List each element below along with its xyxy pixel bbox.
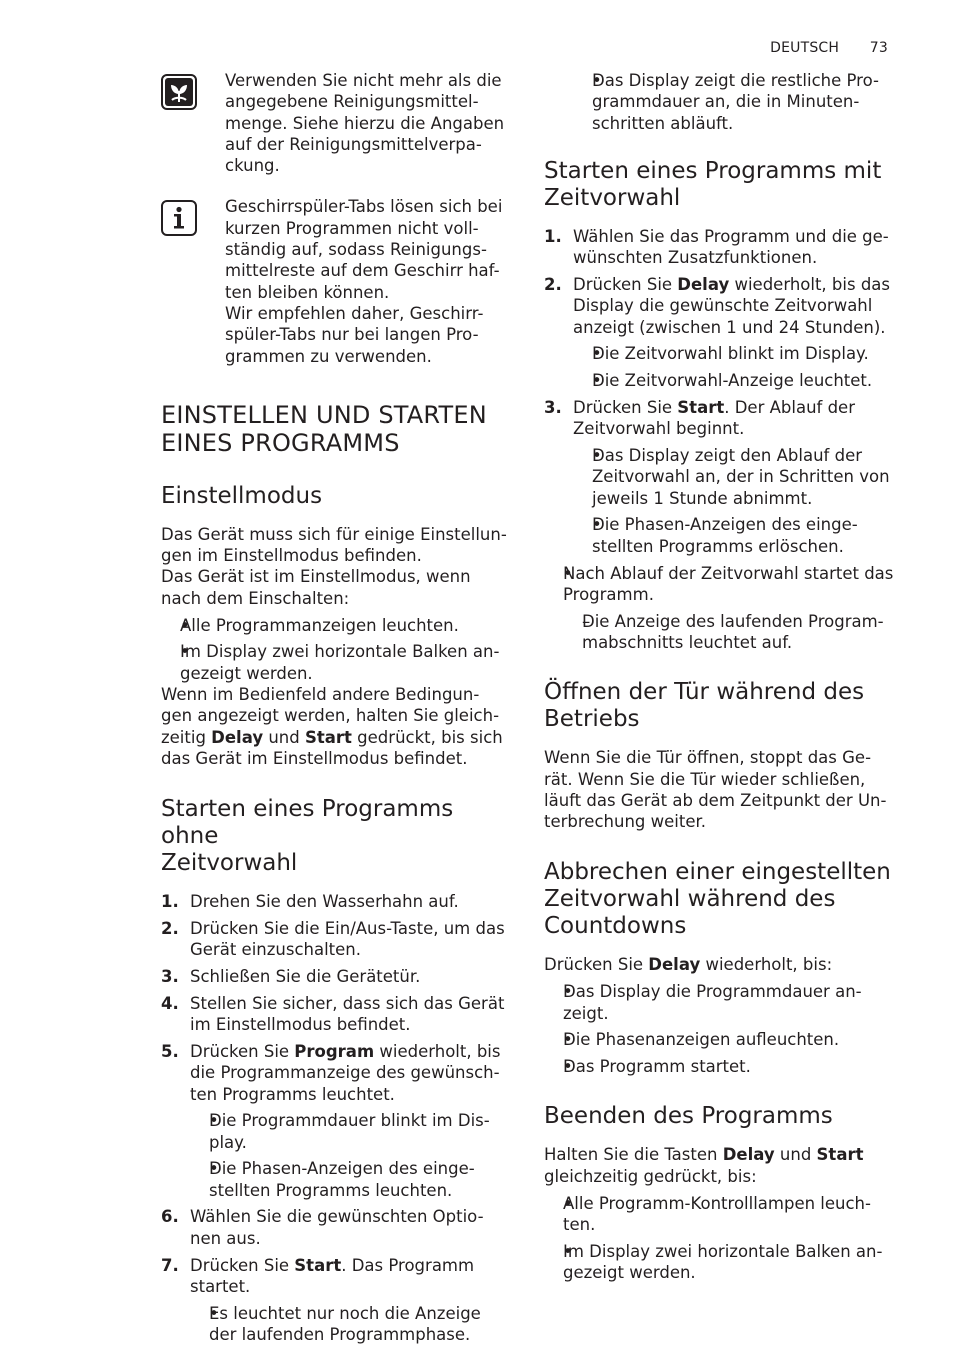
list-item: • Nach Ablauf der Zeitvorwahl startet das Programm. – Die Anzeige des laufenden Program- mabschnitts leuchtet auf. (563, 563, 896, 654)
step-7-subitems (190, 1303, 513, 1346)
environment-icon (161, 74, 197, 110)
page-header (770, 38, 888, 59)
einstellmodus-outro: Wenn im Bedienfeld andere Bedingun- gen angezeigt werden, halten Sie gleich- zeitig Delay und Start gedrückt, bis sich das Gerät im Einstellmodus befindet. (161, 684, 503, 768)
step-3: 3. Schließen Sie die Gerätetür. (161, 967, 421, 987)
beenden-title: Beenden des Programms (544, 1103, 833, 1130)
continued-bullets (544, 70, 896, 134)
list-item: • Alle Programmanzeigen leuchten. (180, 615, 513, 636)
tabs-info-note (161, 196, 513, 366)
list-item: • Das Programm startet. (563, 1056, 896, 1077)
list-item: • Im Display zwei horizontale Balken an- gezeigt werden. (563, 1241, 896, 1284)
abbrechen-intro: Drücken Sie Delay wiederholt, bis: (544, 955, 833, 975)
tuer-oeffnen-title: Öffnen der Tür während des Betriebs (544, 679, 865, 733)
tuer-oeffnen-text: Wenn Sie die Tür öffnen, stoppt das Ge- rät. Wenn Sie die Tür wieder schließen, läuft das Gerät ab dem Zeitpunkt der Un- terbrechung weiter. (544, 748, 887, 832)
step-4: 4. Stellen Sie sicher, dass sich das Gerät im Einstellmodus befindet. (161, 993, 505, 1035)
page-number: 73 (869, 40, 888, 56)
abbrechen-title: Abbrechen einer eingestellten Zeitvorwahl während des Countdowns (544, 859, 891, 940)
ohne-zeitvorwahl-steps (161, 891, 513, 1345)
note-text: Geschirrspüler-Tabs lösen sich bei kurzen Programmen nicht voll- ständig auf, sodass Reinigungs- mittelreste auf dem Geschirr haf- ten bleiben können. Wir empfehlen daher, Geschirr- spüler-Tabs nur bei langen Pro- grammen zu verwenden. (225, 197, 503, 366)
step-3: 3. Drücken Sie Start. Der Ablauf der Zeitvorwahl beginnt. • Das Display zeigt den Ablauf der Zeitvorwahl an, der in Schritten von jeweils 1 Stunde abnimmt. • Die Phasen-Anzeigen des einge- stellten Programms erlöschen. (544, 397, 896, 557)
step-6: 6. Wählen Sie die gewünschten Optio- nen aus. (161, 1207, 484, 1248)
step-7: 7. Drücken Sie Start. Das Programm startet. • Es leuchtet nur noch die Anzeige der laufenden Programmphase. (161, 1255, 513, 1346)
left-column (161, 70, 513, 1345)
list-item: • Die Phasen-Anzeigen des einge- stellten Programms leuchten. (209, 1158, 513, 1201)
section-title: EINSTELLEN UND STARTEN EINES PROGRAMMS (161, 400, 487, 457)
language-label: DEUTSCH (770, 40, 840, 56)
list-item: • Das Display zeigt den Ablauf der Zeitvorwahl an, der in Schritten von jeweils 1 Stunde abnimmt. (592, 445, 896, 509)
detergent-warning-note (161, 70, 513, 176)
list-item: • Es leuchtet nur noch die Anzeige der laufenden Programmphase. (209, 1303, 513, 1346)
step-5-subitems (190, 1110, 513, 1201)
step-3-subitems (573, 445, 896, 557)
list-item: • Alle Programm-Kontrolllampen leuch- ten. (563, 1193, 896, 1236)
step-5: 5. Drücken Sie Program wiederholt, bis die Programmanzeige des gewünsch- ten Programms leuchtet. • Die Programmdauer blinkt im Dis- play. • Die Phasen-Anzeigen des einge- stellten Programms leuchten. (161, 1041, 513, 1201)
mit-zeitvorwahl-steps (544, 226, 896, 557)
list-item: • Das Display die Programmdauer an- zeigt. (563, 981, 896, 1024)
einstellmodus-title: Einstellmodus (161, 482, 323, 509)
list-item: • Das Display zeigt die restliche Pro- grammdauer an, die in Minuten- schritten abläuft. (592, 70, 896, 134)
list-item: • Die Zeitvorwahl blinkt im Display. (592, 343, 896, 364)
beenden-bullets (544, 1193, 896, 1284)
list-item: • Die Phasen-Anzeigen des einge- stellten Programms erlöschen. (592, 514, 896, 557)
list-item: • Die Zeitvorwahl-Anzeige leuchtet. (592, 370, 896, 391)
list-item: – Die Anzeige des laufenden Program- mabschnitts leuchtet auf. (582, 611, 896, 654)
list-item: • Im Display zwei horizontale Balken an- gezeigt werden. (180, 641, 513, 684)
step-1: 1. Drehen Sie den Wasserhahn auf. (161, 892, 459, 912)
list-item: • Die Phasenanzeigen aufleuchten. (563, 1029, 896, 1050)
right-column (544, 70, 896, 1283)
step-2: 2. Drücken Sie Delay wiederholt, bis das Display die gewünschte Zeitvorwahl anzeigt (zwischen 1 und 24 Stunden). • Die Zeitvorwahl blinkt im Display. • Die Zeitvorwahl-Anzeige leuchtet. (544, 274, 896, 391)
ohne-zeitvorwahl-title: Starten eines Programms ohne Zeitvorwahl (161, 796, 454, 877)
note-text: Verwenden Sie nicht mehr als die angegebene Reinigungsmittel- menge. Siehe hierzu die Angaben auf der Reinigungsmittelverpa- ckung. (225, 71, 505, 176)
list-item: • Die Programmdauer blinkt im Dis- play. (209, 1110, 513, 1153)
einstellmodus-bullets (161, 615, 513, 684)
abbrechen-bullets (544, 981, 896, 1077)
mit-zeitvorwahl-title: Starten eines Programms mit Zeitvorwahl (544, 157, 882, 211)
dash-subitems (563, 611, 896, 654)
step-2-subitems (573, 343, 896, 391)
einstellmodus-intro: Das Gerät muss sich für einige Einstellun- gen im Einstellmodus befinden. Das Gerät ist im Einstellmodus, wenn nach dem Einschalten: (161, 524, 507, 608)
step-1: 1. Wählen Sie das Programm und die ge- wünschten Zusatzfunktionen. (544, 226, 889, 268)
info-icon (161, 200, 197, 236)
after-delay-bullets (544, 563, 896, 654)
beenden-intro: Halten Sie die Tasten Delay und Start gleichzeitig gedrückt, bis: (544, 1145, 864, 1186)
step-2: 2. Drücken Sie die Ein/Aus-Taste, um das Gerät einzuschalten. (161, 918, 505, 960)
